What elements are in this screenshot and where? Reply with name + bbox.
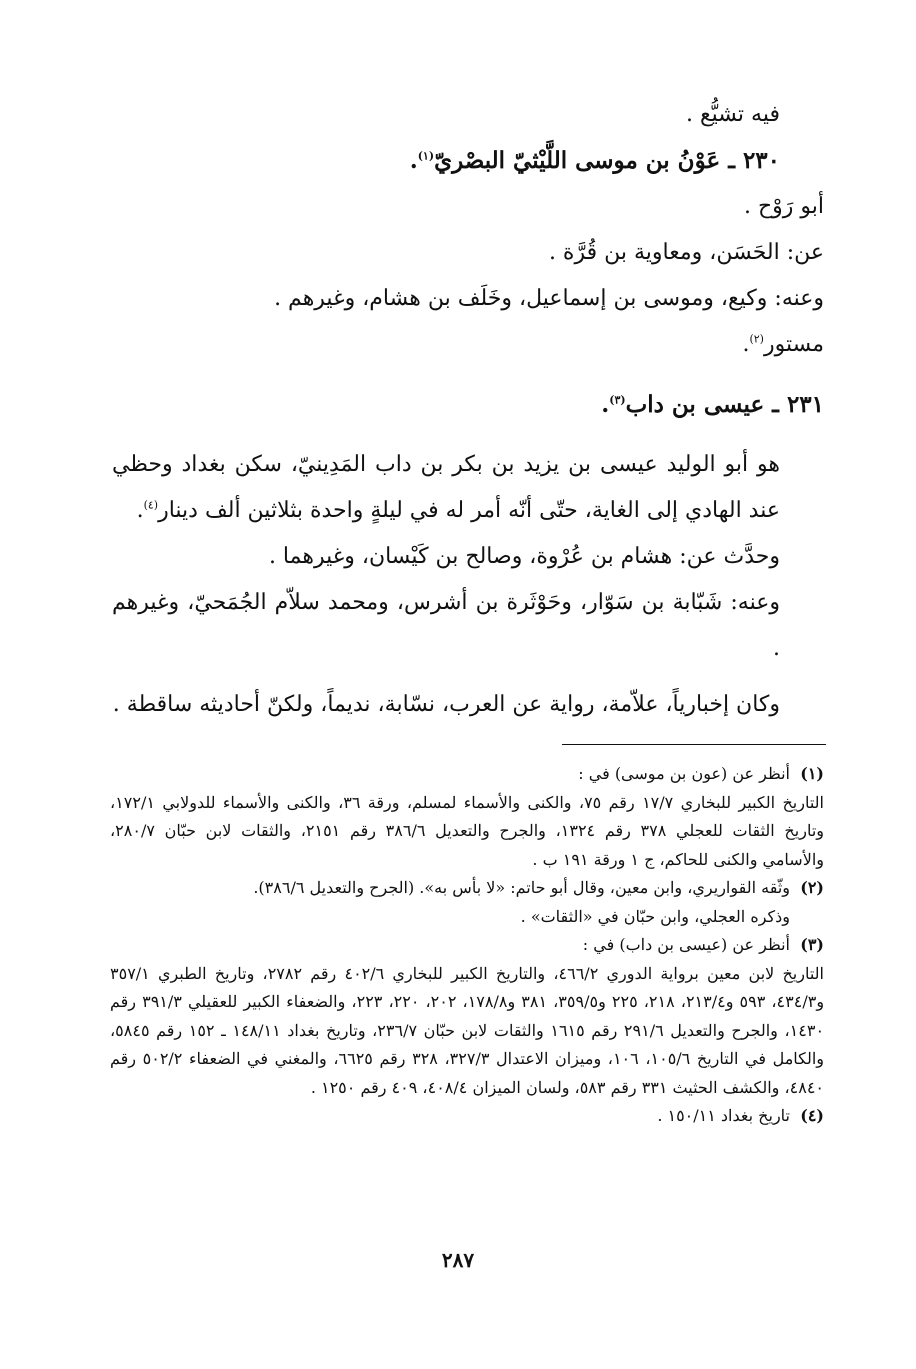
entry-231-narrated-from: وحدَّث عن: هشام بن عُرْوة، وصالح بن كَيْسان، وغيرهما . bbox=[268, 544, 780, 569]
entry-231-biography bbox=[112, 442, 824, 534]
entry-231-heading bbox=[112, 382, 824, 428]
entry-230-status-text: مستور bbox=[763, 332, 824, 357]
entry-231-students: وعنه: شَبّابة بن سَوّار، وحَوْثَرة بن أشرس، ومحمد سلاّم الجُمَحيّ، وغيرهم . bbox=[112, 590, 780, 661]
paragraph-intro: فيه تشيُّع . bbox=[685, 102, 780, 127]
entry-231-note: وكان إخبارياً، علاّمة، رواية عن العرب، نسّابة، نديماً، ولكنّ أحاديثه ساقطة . bbox=[112, 692, 780, 717]
main-text bbox=[112, 92, 824, 728]
footnote-4 bbox=[110, 1102, 824, 1131]
footnote-4-source: تاريخ بغداد ١٥٠/١١ . bbox=[657, 1106, 790, 1125]
footnote-1-number: (١) bbox=[800, 764, 824, 783]
entry-231-title: ٢٣١ ـ عيسى بن داب bbox=[625, 391, 824, 418]
footnote-3-heading: أنظر عن (عيسى بن داب) في : bbox=[582, 935, 790, 954]
footnote-2-line-2: وذكره العجلي، وابن حبّان في «الثقات» . bbox=[520, 906, 790, 926]
footnote-ref-4: (٤) bbox=[143, 498, 159, 512]
footnote-1 bbox=[110, 760, 824, 874]
footnote-4-number: (٤) bbox=[800, 1106, 824, 1125]
footnote-1-heading: أنظر عن (عون بن موسى) في : bbox=[578, 764, 790, 783]
footnote-2-line-1: وثّقه القواريري، وابن معين، وقال أبو حاتم: «لا بأس به». (الجرح والتعديل ٣٨٦/٦). bbox=[253, 878, 790, 897]
footnote-3-sources: التاريخ لابن معين برواية الدوري ٤٦٦/٢، والتاريخ الكبير للبخاري ٤٠٢/٦ رقم ٢٧٨٢، وتاريخ الطبري ٣٥٧/١ و٤٣٤/٣، ٥٩٣ و٢١٣/٤، ٢١٨، ٢٢٥ و٣٥٩/٥، ٣٨١ و١٧٨/٨، ٢٠٢، ٢٢٠، ٢٢٣، والضعفاء الكبير للعقيلي ٣٩١/٣ رقم ١٤٣٠، والجرح والتعديل ٢٩١/٦ رقم ١٦١٥ والثقات لابن حبّان ٢٣٦/٧، وتاريخ بغداد ١٤٨/١١ ـ ١٥٢ رقم ٥٨٤٥، والكامل في التاريخ ١٠٥/٦، ١٠٦، وميزان الاعتدال ٣٢٧/٣، ٣٢٨ رقم ٦٦٢٥، والمغني في الضعفاء ٥٠٢/٢ رقم ٤٨٤٠، والكشف الحثيث ٣٣١ رقم ٥٨٣، ولسان الميزان ٤٠٨/٤، ٤٠٩ رقم ١٢٥٠ . bbox=[110, 963, 825, 1097]
footnote-1-sources: التاريخ الكبير للبخاري ١٧/٧ رقم ٧٥، والكنى والأسماء لمسلم، ورقة ٣٦، والكنى والأسماء للدولابي ١٧٢/١، وتاريخ الثقات للعجلي ٣٧٨ رقم ١٣٢٤، والجرح والتعديل ٣٨٦/٦ رقم ٢١٥١، والثقات لابن حبّان ٢٨٠/٧، والأسامي والكنى للحاكم، ج ١ ورقة ١٩١ ب . bbox=[110, 792, 824, 869]
entry-230-heading bbox=[112, 138, 824, 184]
page-number: ٢٨٧ bbox=[441, 1248, 475, 1272]
footnote-ref-2: (٢) bbox=[749, 332, 764, 346]
footnote-2-number: (٢) bbox=[800, 878, 824, 897]
entry-231-biography-text: هو أبو الوليد عيسى بن يزيد بن بكر بن داب المَدِينيّ، سكن بغداد وحظي عند الهادي إلى الغاية، حتّى أنّه أمر له في ليلةٍ واحدة بثلاثين ألف دينار bbox=[112, 452, 780, 523]
entry-230-narrated-from: عن: الحَسَن، ومعاوية بن قُرَّة . bbox=[548, 240, 824, 265]
entry-230-title-end: . bbox=[409, 147, 418, 174]
entry-231-title-end: . bbox=[601, 391, 610, 418]
footnote-2 bbox=[110, 874, 824, 931]
footnote-3-number: (٣) bbox=[800, 935, 824, 954]
footnote-ref-3: (٣) bbox=[609, 393, 626, 407]
entry-230-status bbox=[112, 322, 824, 368]
entry-230-title: ٢٣٠ ـ عَوْنُ بن موسى اللَّيْثيّ البصْريّ bbox=[434, 147, 780, 174]
footnote-3 bbox=[110, 931, 824, 1102]
footnotes bbox=[110, 760, 824, 1131]
footnote-divider bbox=[562, 744, 826, 745]
entry-231-biography-end: . bbox=[136, 498, 144, 523]
footnote-ref-1: (١) bbox=[417, 149, 435, 163]
entry-230-students: وعنه: وكيع، وموسى بن إسماعيل، وخَلَف بن هشام، وغيرهم . bbox=[274, 286, 824, 311]
entry-230-status-end: . bbox=[742, 332, 750, 357]
entry-230-kunya: أبو رَوْح . bbox=[743, 194, 824, 219]
